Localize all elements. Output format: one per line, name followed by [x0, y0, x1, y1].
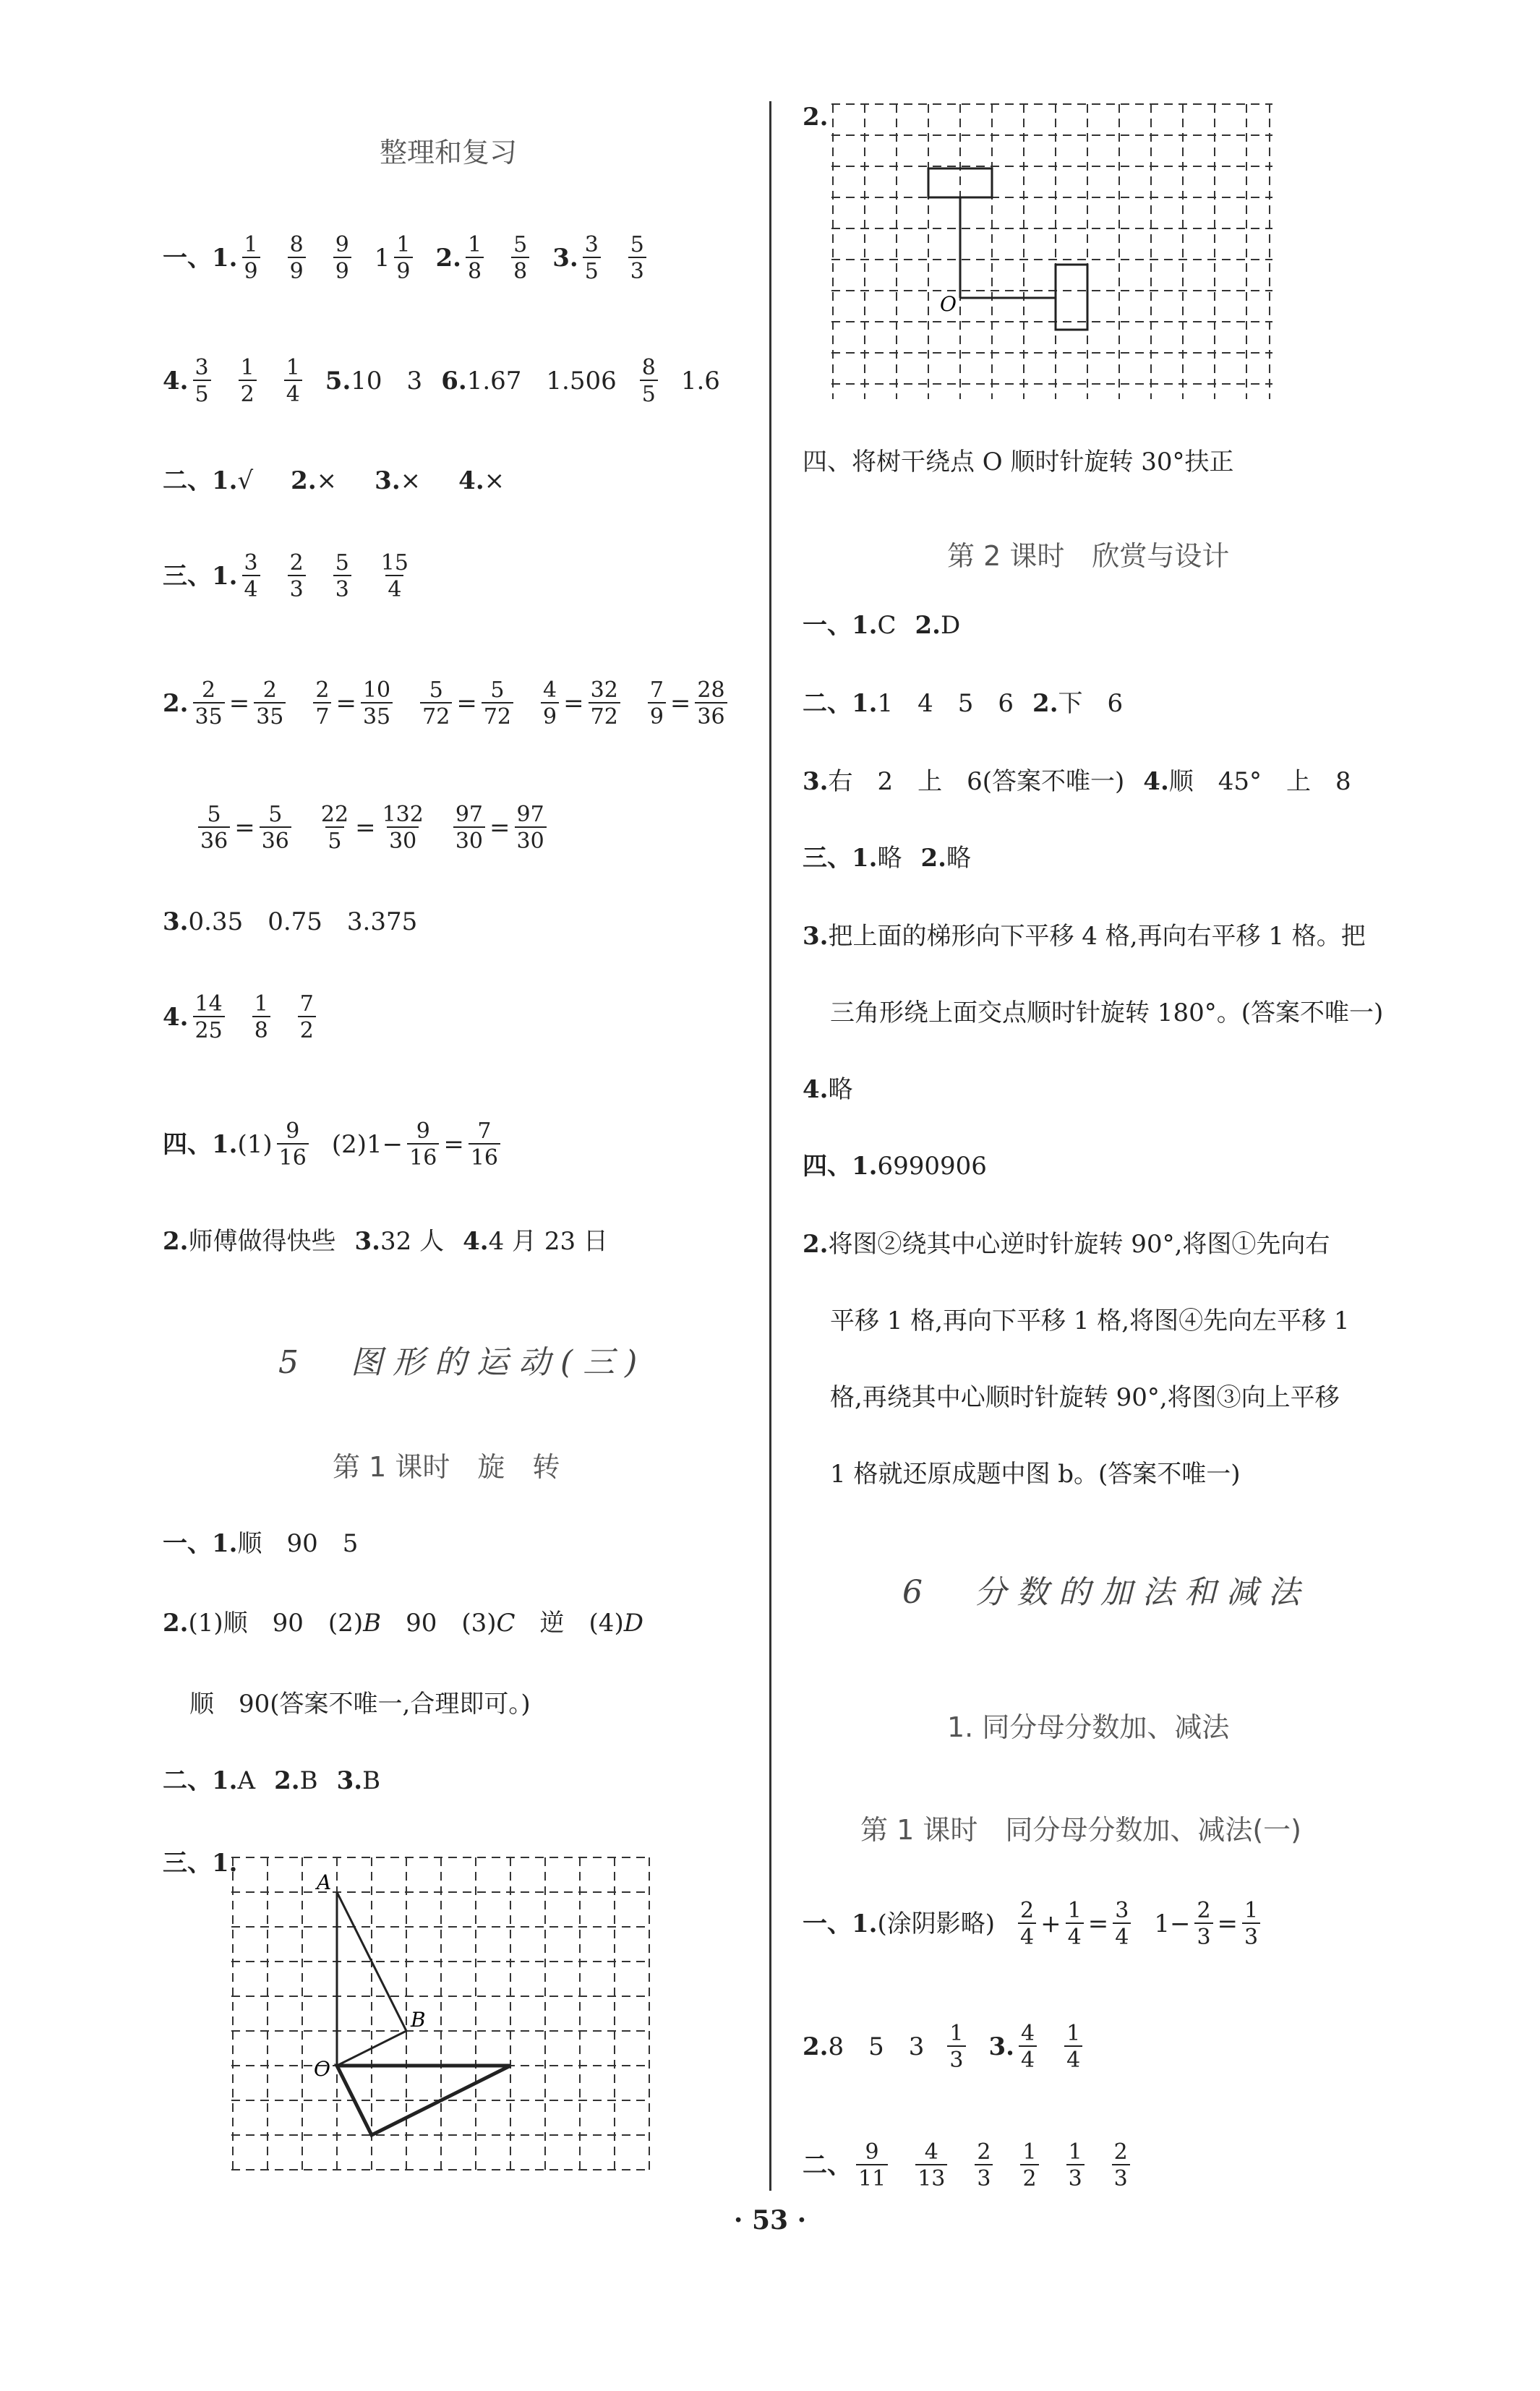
answer-text: B: [299, 1766, 318, 1795]
fraction: $\frac{5}{36}$: [198, 803, 230, 853]
item-label: 4.: [803, 1075, 829, 1104]
item-label: 2.: [920, 844, 946, 873]
fraction: $\frac{7}{2}$: [298, 992, 316, 1043]
answer-line-r8: [830, 998, 1384, 1027]
fraction: $\frac{32}{72}$: [589, 678, 620, 729]
item-label: 4.: [458, 466, 484, 495]
lesson-1b-title: 第 1 课时 同分母分数加、减法(一): [860, 1814, 1301, 1846]
item-label: 2.: [803, 2032, 829, 2061]
answer-line-r10: [803, 1154, 987, 1179]
answer-text: C: [877, 611, 897, 640]
item-label: 6.: [441, 367, 467, 395]
answer-text: 右 2 上 6(答案不唯一): [828, 767, 1125, 796]
fraction: $\frac{3}{5}$: [583, 233, 601, 283]
item-label: 3.: [375, 466, 401, 495]
equals-sign: =: [489, 813, 510, 842]
fraction: $\frac{1}{9}$: [394, 233, 412, 283]
answer-line-11: [163, 1531, 358, 1556]
answer-line-14: [163, 1768, 380, 1793]
answer-line-r12: [830, 1306, 1350, 1335]
item-label: 2.: [435, 244, 462, 273]
answer-line-12: [163, 1609, 643, 1638]
fraction: $\frac{5}{36}$: [260, 803, 291, 853]
answer-text: 10 3: [351, 367, 423, 395]
answer-line-r15: [803, 1899, 1265, 1949]
item-label: 5.: [325, 367, 351, 395]
answer-text: 顺 45° 上 8: [1168, 767, 1351, 796]
fraction: $\frac{1}{4}$: [1064, 2022, 1082, 2072]
answer-text: (涂阴影略): [877, 1909, 996, 1938]
equals-sign: =: [1087, 1909, 1109, 1938]
answer-text: 下 6: [1058, 689, 1124, 718]
item-label: 2.: [1032, 689, 1058, 718]
answer-text: 平移 1 格,再向下平移 1 格,将图④先向左平移 1: [830, 1306, 1350, 1335]
fraction: $\frac{2}{4}$: [1018, 1899, 1036, 1949]
fraction: $\frac{2}{3}$: [288, 551, 306, 602]
answer-line-r11: [803, 1232, 1330, 1257]
answer-text: ×: [316, 466, 338, 495]
fraction: $\frac{5}{8}$: [511, 233, 529, 283]
answer-line-r17: [803, 2140, 1134, 2191]
tree-rotated-rect: [1056, 265, 1087, 330]
answer-text: ×: [400, 466, 422, 495]
equals-sign: =: [670, 689, 691, 718]
plus-sign: +: [1040, 1909, 1061, 1938]
fraction: $\frac{3}{4}$: [1113, 1899, 1131, 1949]
section-5-title: 5 图形的运动(三): [278, 1344, 648, 1381]
answer-line-15: [163, 1849, 238, 1878]
item-label: 四、1.: [163, 1130, 238, 1159]
fraction: $\frac{4}{9}$: [541, 678, 559, 729]
equals-sign: =: [1217, 1909, 1239, 1938]
item-label: 一、1.: [803, 611, 878, 640]
answer-text: 逆 (4): [515, 1609, 624, 1638]
fraction: $\frac{5}{72}$: [482, 678, 513, 729]
equals-sign: =: [335, 689, 356, 718]
item-label: 4.: [1143, 767, 1169, 796]
answer-text: 略: [828, 1075, 853, 1104]
answer-line-1: [163, 233, 651, 283]
answer-text: (2)1−: [331, 1130, 403, 1159]
rotation-grid-figure: [231, 1855, 658, 2173]
answer-line-r9: [803, 1077, 853, 1102]
item-label: 2.: [274, 1766, 300, 1795]
point-label: B: [363, 1609, 382, 1638]
fraction: $\frac{8}{5}$: [640, 356, 658, 406]
fraction: $\frac{10}{35}$: [361, 678, 393, 729]
equals-sign: =: [456, 689, 477, 718]
item-label: 2.: [915, 611, 941, 640]
item-label: 二、1.: [803, 689, 878, 718]
subsection-1-title: 1. 同分母分数加、减法: [947, 1711, 1230, 1743]
answer-line-7: [163, 907, 418, 936]
grid-dashed-lines: [831, 104, 1272, 399]
item-label: 2.: [803, 103, 829, 132]
item-label: 2.: [803, 1230, 829, 1259]
answer-line-13: [189, 1690, 531, 1719]
answer-text: 略: [877, 844, 902, 873]
fraction: $\frac{97}{30}$: [515, 803, 547, 853]
answer-text: 4 月 23 日: [488, 1227, 608, 1256]
answer-text: 32 人: [380, 1227, 445, 1256]
answer-text: D: [941, 611, 961, 640]
answer-text: 1.6: [680, 367, 720, 395]
item-label: 3.: [163, 907, 189, 936]
answer-text: (1)顺 90 (2): [188, 1609, 364, 1638]
review-title: 整理和复习: [380, 137, 518, 168]
fraction: $\frac{5}{72}$: [420, 678, 452, 729]
answer-line-10: [163, 1229, 608, 1254]
answer-line-4: [163, 551, 415, 602]
equals-sign: =: [355, 813, 376, 842]
tree-grid-figure: [831, 101, 1280, 405]
lesson-1-title: 第 1 课时 旋 转: [333, 1451, 560, 1483]
point-label-o: O: [314, 2057, 330, 2081]
answer-text: 四、将树干绕点 O 顺时针旋转 30°扶正: [803, 448, 1234, 476]
answer-line-r6: [803, 846, 971, 871]
answer-line-r1: [803, 103, 829, 132]
item-label: 2.: [291, 466, 317, 495]
item-label: 四、1.: [803, 1152, 878, 1181]
item-label: 2.: [163, 1609, 189, 1638]
answer-line-5: [163, 678, 732, 729]
answer-text: 三角形绕上面交点顺时针旋转 180°。(答案不唯一): [830, 998, 1384, 1027]
answer-line-r13: [830, 1385, 1340, 1410]
item-label: 二、: [803, 2151, 852, 2180]
item-label: 一、1.: [163, 1529, 238, 1558]
fraction: $\frac{9}{16}$: [277, 1119, 309, 1170]
fraction: $\frac{2}{35}$: [193, 678, 225, 729]
column-divider: [769, 101, 771, 2191]
answer-text: 0.35 0.75 3.375: [188, 907, 418, 936]
answer-line-r16: [803, 2022, 1087, 2072]
answer-text: 把上面的梯形向下平移 4 格,再向右平移 1 格。把: [828, 922, 1366, 951]
fraction: $\frac{4}{4}$: [1019, 2022, 1037, 2072]
answer-text: 6990906: [877, 1152, 987, 1181]
fraction: $\frac{1}{2}$: [1020, 2140, 1038, 2191]
fraction: $\frac{2}{3}$: [975, 2140, 993, 2191]
answer-line-r14: [830, 1462, 1241, 1487]
fraction: $\frac{7}{16}$: [469, 1119, 500, 1170]
point-label-a: A: [317, 1870, 332, 1894]
answer-text: 1−: [1154, 1909, 1191, 1938]
point-label: C: [496, 1609, 516, 1638]
item-label: 4.: [163, 1003, 189, 1032]
answer-text: 8 5 3: [828, 2032, 925, 2061]
fraction: $\frac{3}{5}$: [193, 356, 211, 406]
equals-sign: =: [234, 813, 255, 842]
fraction: $\frac{2}{35}$: [254, 678, 286, 729]
answer-text: 师傅做得快些: [188, 1227, 336, 1256]
item-label: 一、1.: [163, 244, 238, 273]
grid-dashed-lines: [231, 1857, 651, 2170]
answer-text: 略: [946, 844, 971, 873]
answer-line-2: [163, 356, 720, 406]
fraction: $\frac{2}{3}$: [1112, 2140, 1130, 2191]
fraction: $\frac{2}{3}$: [1194, 1899, 1212, 1949]
answer-text: √: [237, 466, 254, 495]
item-label: 4.: [163, 367, 189, 395]
equals-sign: =: [443, 1130, 464, 1159]
fraction: $\frac{2}{7}$: [313, 678, 331, 729]
answer-line-r2: [803, 450, 1234, 474]
fraction: $\frac{1}{8}$: [466, 233, 484, 283]
item-label: 三、1.: [163, 562, 238, 591]
fraction: $\frac{1}{2}$: [239, 356, 257, 406]
point-label-o: O: [940, 292, 957, 316]
item-label: 2.: [163, 689, 189, 718]
mixed-integer: 1: [374, 244, 390, 273]
item-label: 3.: [336, 1766, 363, 1795]
answer-line-r3: [803, 613, 960, 638]
item-label: 4.: [463, 1227, 489, 1256]
answer-text: 1 4 5 6: [877, 689, 1014, 718]
fraction: $\frac{1}{3}$: [947, 2022, 965, 2072]
fraction: $\frac{132}{30}$: [382, 802, 424, 854]
answer-line-3: [163, 466, 505, 495]
fraction: $\frac{1}{3}$: [1066, 2140, 1085, 2191]
fraction: $\frac{9}{16}$: [407, 1119, 439, 1170]
fraction: $\frac{4}{13}$: [915, 2140, 947, 2191]
fraction: $\frac{7}{9}$: [648, 678, 666, 729]
fraction: $\frac{9}{11}$: [856, 2140, 888, 2191]
fraction: $\frac{3}{4}$: [242, 551, 260, 602]
answer-text: 顺 90(答案不唯一,合理即可。): [189, 1690, 531, 1719]
answer-text: 1.67 1.506: [466, 367, 617, 395]
point-label: D: [623, 1609, 643, 1638]
answer-text: (1): [237, 1130, 273, 1159]
item-label: 二、1.: [163, 466, 238, 495]
fraction: $\frac{1}{8}$: [252, 992, 270, 1043]
fraction: $\frac{1}{9}$: [242, 233, 260, 283]
answer-line-r4: [803, 691, 1123, 716]
answer-line-r5: [803, 769, 1351, 794]
answer-text: 1 格就还原成题中图 b。(答案不唯一): [830, 1460, 1241, 1489]
answer-text: 将图②绕其中心逆时针旋转 90°,将图①先向右: [828, 1230, 1330, 1259]
point-label-b: B: [411, 2008, 426, 2032]
item-label: 3.: [552, 244, 578, 273]
item-label: 3.: [803, 922, 829, 951]
fraction: $\frac{15}{4}$: [380, 550, 408, 602]
answer-text: 90 (3): [381, 1609, 497, 1638]
item-label: 2.: [163, 1227, 189, 1256]
answer-line-r7: [803, 924, 1366, 949]
item-label: 3.: [354, 1227, 380, 1256]
item-label: 三、1.: [163, 1849, 238, 1878]
fraction: $\frac{5}{3}$: [628, 233, 646, 283]
answer-text: 格,再绕其中心顺时针旋转 90°,将图③向上平移: [830, 1383, 1340, 1412]
item-label: 3.: [803, 767, 829, 796]
page-number: · 53 ·: [733, 2205, 807, 2236]
item-label: 二、1.: [163, 1766, 238, 1795]
answer-line-6: [194, 803, 551, 853]
fraction: $\frac{8}{9}$: [288, 233, 306, 283]
answer-text: ×: [484, 466, 505, 495]
answer-text: A: [237, 1766, 256, 1795]
item-label: 三、1.: [803, 844, 878, 873]
answer-text: B: [362, 1766, 381, 1795]
fraction: $\frac{5}{3}$: [333, 551, 351, 602]
item-label: 3.: [988, 2032, 1014, 2061]
fraction: $\frac{22}{5}$: [320, 802, 349, 854]
answer-line-9: [163, 1119, 505, 1170]
lesson-2-title: 第 2 课时 欣赏与设计: [947, 540, 1230, 572]
fraction: $\frac{28}{36}$: [695, 678, 727, 729]
fraction: $\frac{14}{25}$: [193, 992, 225, 1043]
fraction: $\frac{1}{4}$: [284, 356, 302, 406]
fraction: $\frac{1}{4}$: [1066, 1899, 1084, 1949]
fraction: $\frac{1}{3}$: [1242, 1899, 1260, 1949]
fraction: $\frac{97}{30}$: [453, 803, 485, 853]
equals-sign: =: [228, 689, 250, 718]
answer-text: 顺 90 5: [237, 1529, 359, 1558]
fraction: $\frac{9}{9}$: [333, 233, 351, 283]
equals-sign: =: [563, 689, 584, 718]
section-6-title: 6 分数的加法和减法: [902, 1574, 1310, 1611]
item-label: 一、1.: [803, 1909, 878, 1938]
answer-line-8: [163, 992, 320, 1043]
